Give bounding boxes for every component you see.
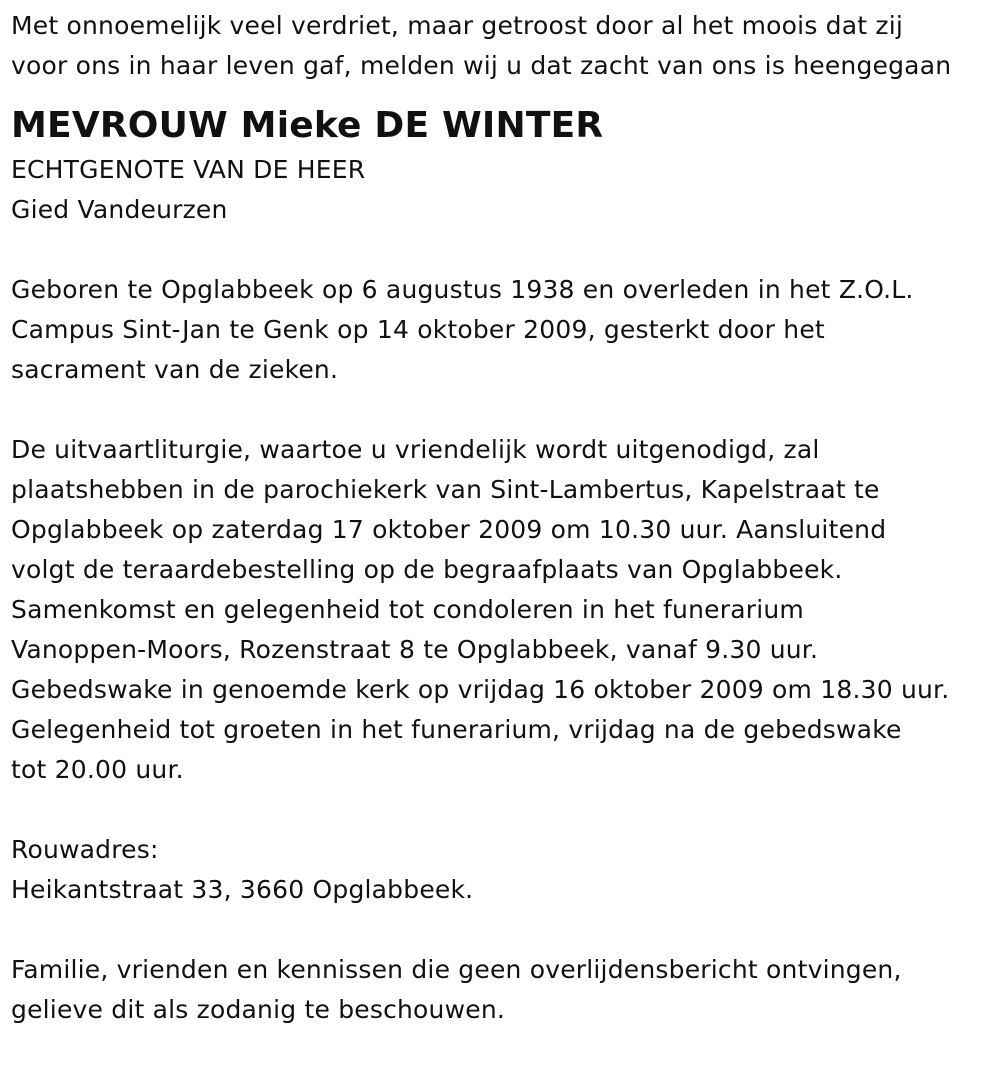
funeral-paragraph [11,430,996,790]
spouse-block [11,150,996,230]
intro-paragraph [11,6,996,86]
spouse-prefix: ECHTGENOTE VAN DE HEER [11,155,366,184]
birth-death-line: Campus Sint-Jan te Genk op 14 oktober 2009, gesterkt door het [11,315,825,344]
intro-line: voor ons in haar leven gaf, melden wij u dat zacht van ons is heengegaan [11,51,952,80]
birth-death-paragraph [11,270,996,390]
intro-line: Met onnoemelijk veel verdriet, maar getroost door al het moois dat zij [11,11,904,40]
address-label: Rouwadres: [11,835,159,864]
address-value: Heikantstraat 33, 3660 Opglabbeek. [11,875,474,904]
funeral-line: Opglabbeek op zaterdag 17 oktober 2009 om 10.30 uur. Aansluitend [11,515,887,544]
paragraph-gap [11,790,996,830]
paragraph-gap [11,390,996,430]
closing-paragraph [11,950,996,1030]
address-block [11,830,996,910]
closing-line: gelieve dit als zodanig te beschouwen. [11,995,506,1024]
funeral-line: plaatshebben in de parochiekerk van Sint-Lambertus, Kapelstraat te [11,475,880,504]
funeral-line: Gelegenheid tot groeten in het funerarium, vrijdag na de gebedswake [11,715,902,744]
paragraph-gap [11,230,996,270]
spouse-name: Gied Vandeurzen [11,195,228,224]
birth-death-line: sacrament van de zieken. [11,355,339,384]
deceased-name: MEVROUW Mieke DE WINTER [11,105,604,146]
paragraph-gap [11,910,996,950]
funeral-line: Gebedswake in genoemde kerk op vrijdag 16 oktober 2009 om 18.30 uur. [11,675,950,704]
funeral-line: Vanoppen-Moors, Rozenstraat 8 te Opglabbeek, vanaf 9.30 uur. [11,635,819,664]
funeral-line: Samenkomst en gelegenheid tot condoleren in het funerarium [11,595,804,624]
birth-death-line: Geboren te Opglabbeek op 6 augustus 1938 en overleden in het Z.O.L. [11,275,914,304]
funeral-line: volgt de teraardebestelling op de begraafplaats van Opglabbeek. [11,555,843,584]
closing-line: Familie, vrienden en kennissen die geen overlijdensbericht ontvingen, [11,955,902,984]
funeral-line: De uitvaartliturgie, waartoe u vriendelijk wordt uitgenodigd, zal [11,435,820,464]
death-notice [11,6,996,1030]
funeral-line: tot 20.00 uur. [11,755,184,784]
